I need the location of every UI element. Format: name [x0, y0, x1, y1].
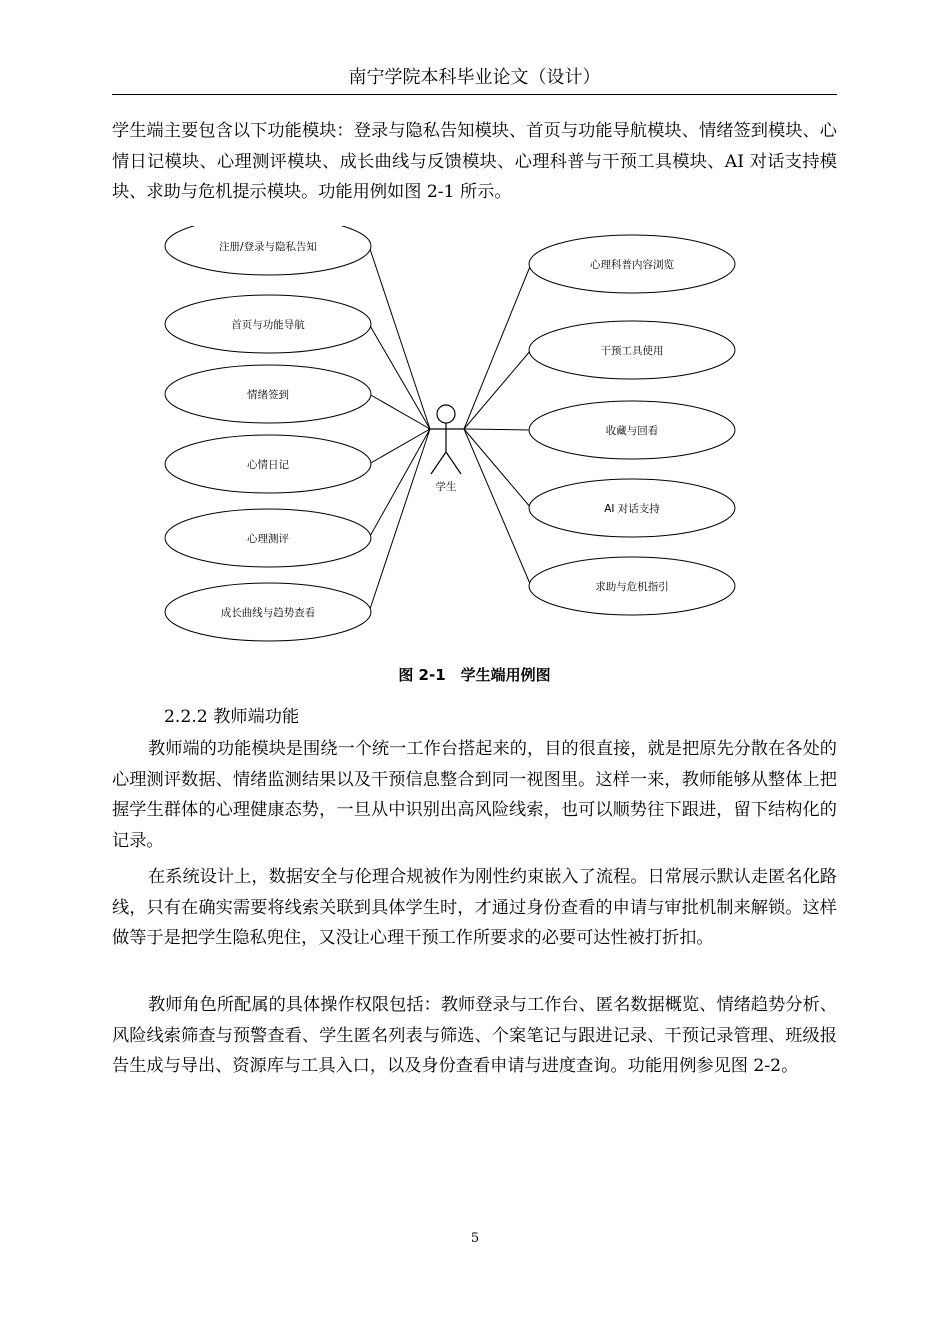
actor-figure [428, 405, 464, 474]
page-header: 南宁学院本科毕业论文（设计） [348, 67, 601, 88]
use-case-label-left-3: 心情日记 [247, 459, 289, 471]
association-line-right-1 [464, 350, 531, 429]
use-case-label-right-0: 心理科普内容浏览 [590, 259, 674, 271]
use-case-label-right-1: 干预工具使用 [600, 345, 664, 357]
header-rule [112, 94, 837, 95]
paragraph-3: 教师角色所配属的具体操作权限包括：教师登录与工作台、匿名数据概览、情绪趋势分析、风险线索筛查与预警查看、学生匿名列表与筛选、个案笔记与跟进记录、干预记录管理、班级报告生成与导出、资源库与工具入口，以及身份查看申请与进度查询。功能用例参见图 2-2。 [112, 995, 837, 1077]
use-case-label-left-2: 情绪签到 [247, 389, 289, 401]
use-case-label-right-4: 求助与危机指引 [595, 581, 669, 593]
association-line-right-0 [464, 264, 531, 429]
use-case-diagram [150, 226, 750, 646]
paragraph-2: 在系统设计上，数据安全与伦理合规被作为刚性约束嵌入了流程。日常展示默认走匿名化路线，只有在确实需要将线索关联到具体学生时，才通过身份查看的申请与审批机制来解锁。这样做等于是把学生隐私兜住，又没让心理干预工作所要求的必要可达性被打折扣。 [112, 867, 837, 949]
use-case-label-left-0: 注册/登录与隐私告知 [218, 241, 318, 253]
association-line-right-3 [464, 429, 531, 508]
section-heading: 2.2.2 教师端功能 [164, 707, 300, 727]
use-case-label-left-1: 首页与功能导航 [231, 319, 305, 331]
page-number: 5 [470, 1231, 480, 1246]
intro-paragraph: 学生端主要包含以下功能模块：登录与隐私告知模块、首页与功能导航模块、情绪签到模块、心情日记模块、心理测评模块、成长曲线与反馈模块、心理科普与干预工具模块、AI 对话支持模块、求助与危机提示模块。功能用例如图 2-1 所示。 [112, 121, 837, 203]
association-line-right-2 [464, 429, 531, 430]
association-line-left-5 [369, 429, 430, 612]
paragraph-1: 教师端的功能模块是围绕一个统一工作台搭起来的，目的很直接，就是把原先分散在各处的心理测评数据、情绪监测结果以及干预信息整合到同一视图里。这样一来，教师能够从整体上把握学生群体的心理健康态势，一旦从中识别出高风险线索，也可以顺势往下跟进，留下结构化的记录。 [112, 739, 837, 851]
association-line-left-1 [369, 324, 430, 429]
association-line-left-3 [369, 429, 430, 464]
use-case-label-left-5: 成长曲线与趋势查看 [220, 607, 316, 619]
use-case-label-right-2: 收藏与回看 [605, 425, 659, 437]
figure-caption: 图 2-1 学生端用例图 [398, 666, 551, 684]
association-line-left-0 [369, 246, 430, 429]
use-case-label-left-4: 心理测评 [247, 533, 289, 545]
association-line-right-4 [464, 429, 531, 586]
actor-label: 学生 [435, 481, 457, 493]
association-line-left-2 [369, 394, 430, 429]
use-case-label-right-3: AI 对话支持 [604, 503, 660, 515]
